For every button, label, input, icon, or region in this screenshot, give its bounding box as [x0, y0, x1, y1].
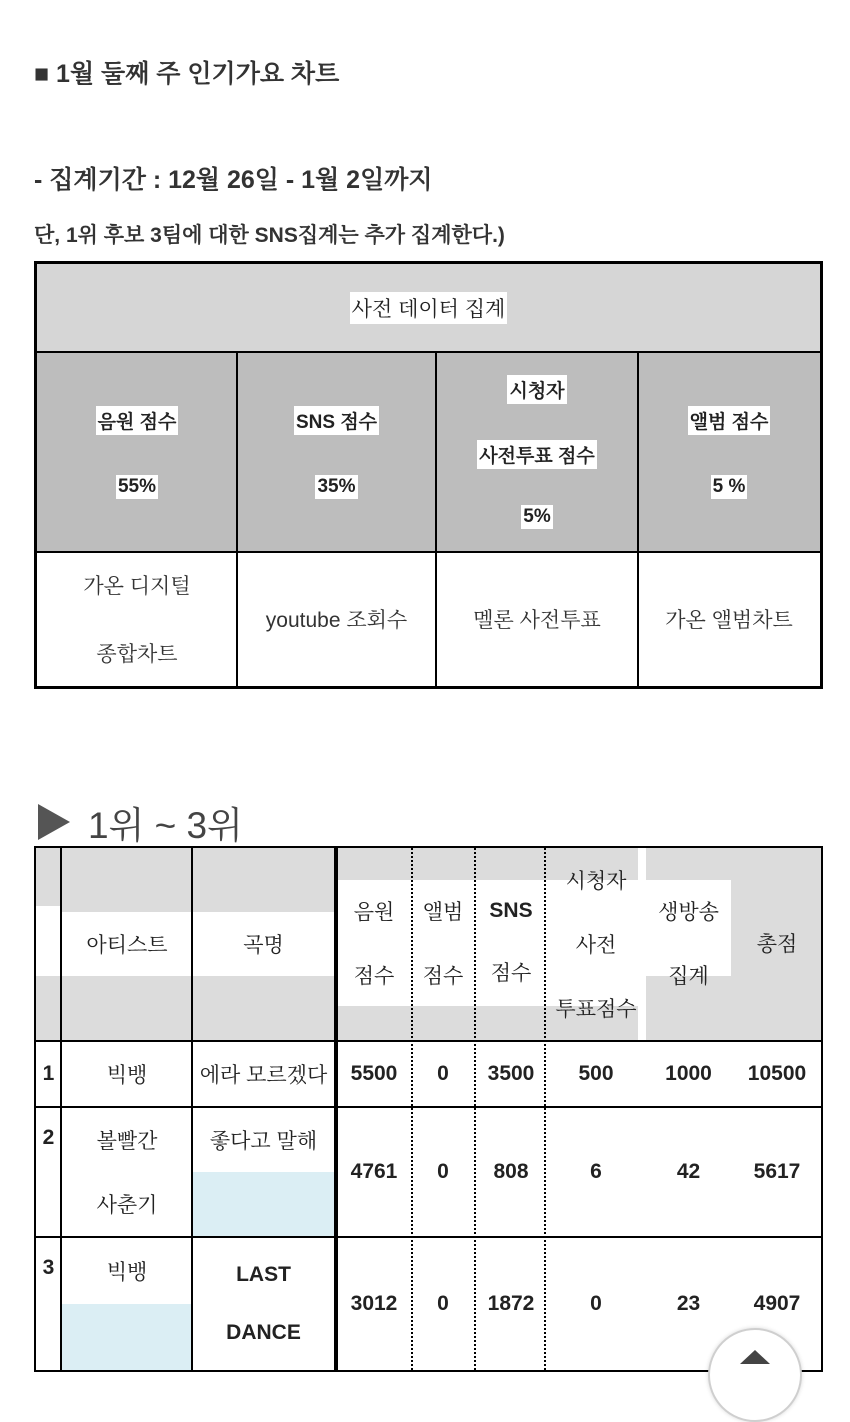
- divider: [191, 848, 193, 1372]
- header-bg: [646, 848, 823, 880]
- rank-cell: 3: [42, 1256, 55, 1279]
- live-score-cell: 23: [676, 1292, 701, 1315]
- album-source: 가온 앨범차트: [638, 552, 820, 686]
- album-score-cell: 0: [437, 1062, 449, 1085]
- divider: [334, 848, 338, 1372]
- divider: [637, 352, 639, 686]
- total-col-header: 총점: [756, 933, 798, 956]
- rank-cell: 1: [42, 1062, 55, 1085]
- music-score-col-header: 음원 점수: [353, 901, 395, 988]
- divider: [36, 1106, 823, 1108]
- sns-source: youtube 조회수: [237, 552, 436, 686]
- vote-score-cell: 500: [578, 1062, 614, 1085]
- note-text: 단, 1위 후보 3팀에 대한 SNS집계는 추가 집계한다.): [34, 224, 505, 247]
- header-bg: [36, 848, 61, 906]
- divider: [474, 848, 476, 1372]
- song-cell: 에라 모르겠다: [199, 1064, 328, 1087]
- divider: [544, 848, 546, 1372]
- header-bg: [62, 848, 192, 912]
- song-cell: LAST DANCE: [226, 1263, 301, 1344]
- divider: [37, 551, 820, 553]
- music-score-cell: 5500: [350, 1062, 398, 1085]
- total-score-cell: 4907: [753, 1292, 801, 1315]
- viewer-vote-header: 시청자 사전투표 점수 5%: [436, 352, 638, 552]
- divider: [37, 351, 820, 353]
- sns-score-cell: 3500: [487, 1062, 535, 1085]
- artist-cell: 빅뱅: [106, 1261, 148, 1284]
- artist-header: 아티스트: [86, 934, 168, 957]
- rank-table: [34, 846, 823, 1372]
- sns-score-col-header: SNS 점수: [489, 899, 533, 985]
- song-header: 곡명: [243, 934, 284, 957]
- album-score-col-header: 앨범 점수: [422, 901, 464, 988]
- artist-cell-bg: [62, 1304, 192, 1370]
- music-score-cell: 3012: [350, 1292, 398, 1315]
- total-score-cell: 10500: [747, 1062, 807, 1085]
- page-title: ■ 1월 둘째 주 인기가요 차트: [34, 60, 340, 88]
- music-score-header: 음원 점수 55%: [37, 352, 237, 552]
- album-score-header: 앨범 점수 5 %: [638, 352, 820, 552]
- divider: [435, 352, 437, 686]
- live-col-header: 생방송 집계: [658, 901, 719, 988]
- header-bg: [731, 880, 823, 910]
- divider: [60, 848, 62, 1372]
- music-source: 가온 디지털 종합차트: [37, 552, 237, 686]
- header-bg: [36, 976, 61, 1040]
- artist-cell: 볼빨간 사춘기: [96, 1130, 158, 1217]
- song-cell: 좋다고 말해: [209, 1130, 318, 1153]
- pre-data-header: 사전 데이터 집계: [37, 264, 820, 352]
- divider: [36, 1236, 823, 1238]
- sns-score-cell: 1872: [487, 1292, 535, 1315]
- live-score-cell: 1000: [665, 1062, 712, 1085]
- header-bg: [62, 976, 192, 1040]
- period-text: - 집계기간 : 12월 26일 - 1월 2일까지: [34, 166, 433, 194]
- viewer-vote-col-header: 시청자 사전 투표점수: [555, 870, 637, 1021]
- sns-score-header: SNS 점수 35%: [237, 352, 436, 552]
- header-bg: [193, 848, 334, 912]
- divider: [411, 848, 413, 1372]
- artist-cell: 빅뱅: [106, 1064, 148, 1087]
- pre-data-table: [34, 261, 823, 689]
- rank-section-header: [38, 795, 243, 849]
- divider: [236, 352, 238, 686]
- play-triangle-icon: [38, 804, 70, 840]
- album-score-cell: 0: [437, 1292, 449, 1315]
- music-score-cell: 4761: [350, 1160, 398, 1183]
- divider: [36, 1040, 823, 1042]
- arrow-up-icon: [740, 1350, 770, 1364]
- rank-cell: 2: [42, 1126, 55, 1149]
- header-bg: [193, 976, 334, 1040]
- song-cell-bg: [193, 1172, 334, 1236]
- rank-section-label: 1위 ~ 3위: [88, 805, 243, 846]
- vote-source: 멜론 사전투표: [436, 552, 638, 686]
- scroll-to-top-button[interactable]: [708, 1328, 802, 1422]
- album-score-cell: 0: [437, 1160, 449, 1183]
- live-score-cell: 42: [676, 1160, 701, 1183]
- total-score-cell: 5617: [753, 1160, 801, 1183]
- vote-score-cell: 0: [590, 1292, 602, 1315]
- sns-score-cell: 808: [493, 1160, 529, 1183]
- vote-score-cell: 6: [590, 1160, 602, 1183]
